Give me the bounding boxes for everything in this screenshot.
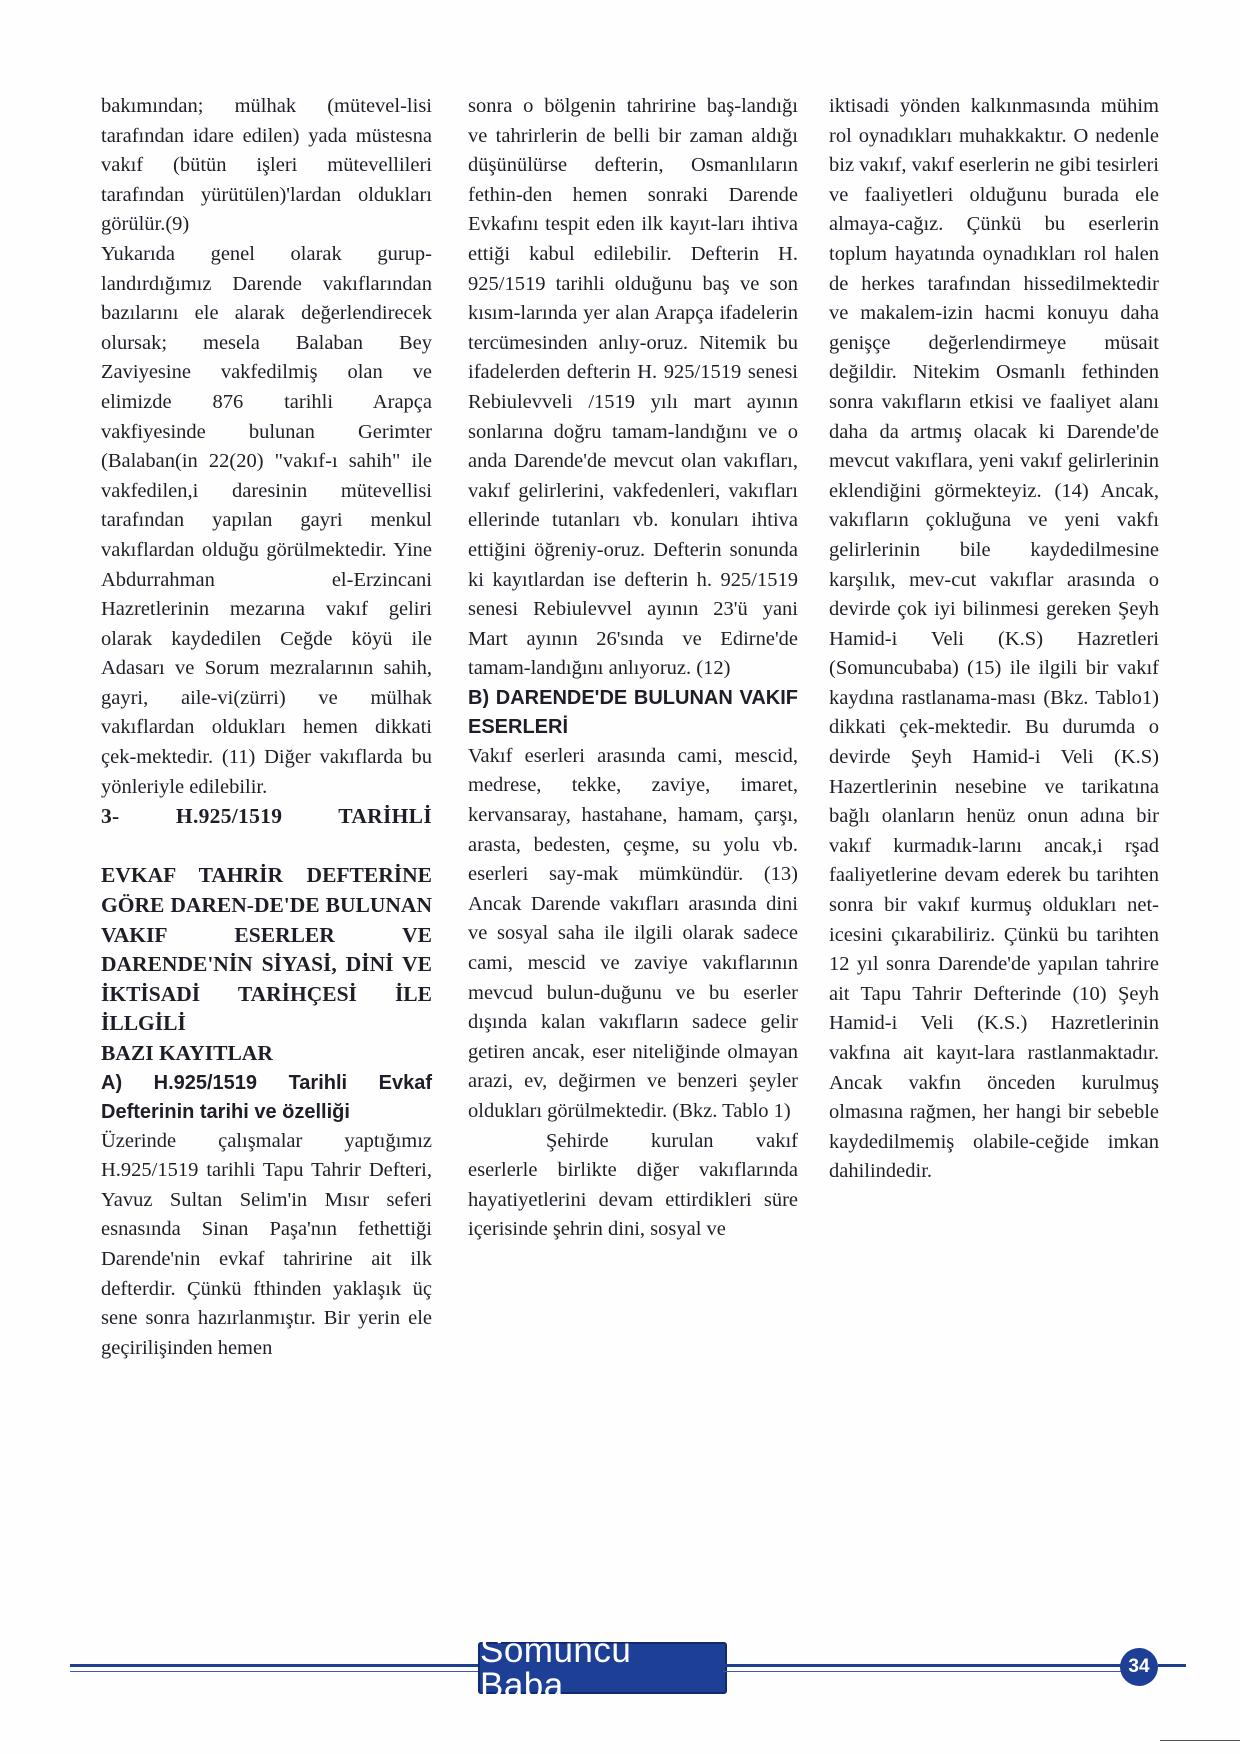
section-heading-tail: BAZI KAYITLAR	[101, 1041, 273, 1065]
subsection-heading: A) H.925/1519 Tarihli Evkaf Defterinin tarihi ve özelliği	[101, 1071, 432, 1123]
subsection-heading: B) DARENDE'DE BULUNAN VAKIF ESERLERİ	[468, 686, 798, 738]
magazine-name: Somuncu Baba	[480, 1631, 632, 1705]
paragraph: sonra o bölgenin tahririne baş-landığı ve tahrirlerin de belli bir zaman aldığı düşünülürse defterin, Osmanlıların fethin-den hemen sonraki Darende Evkafını tespit eden ilk kayıt-ları ihtiva ettiği kabul edilebilir. Defterin H. 925/1519 tarihli olduğunu baş ve son kısım-larında yer alan Arapça ifadelerin tercümesinden anlıy-oruz. Nitemik bu ifadelerden defterin H. 925/1519 senesi Rebiulevveli /1519 yılı mart ayının sonlarına doğru tamam-landığını ve o anda Darende'de mevcut olan vakıfları, vakıf gelirlerini, vakfedenleri, vakıfları ellerinde tutanları vb. konuları ihtiva ettiğini öğreniy-oruz. Defterin sonunda ki kayıtlardan ise defterin h. 925/1519 senesi Rebiulevvel ayının 23'ü yani Mart ayının 26'sında ve Edirne'de tamam-landığını anlıyoruz. (12)	[468, 95, 798, 680]
paragraph: bakımından; mülhak (mütevel-lisi tarafından idare edilen) yada müstesna vakıf (bütün işleri mütevellileri tarafından yürütülen)'lardan oldukları görülür.(9)	[101, 95, 432, 236]
section-heading: EVKAF TAHRİR DEFTERİNE GÖRE DAREN-DE'DE BULUNAN VAKIF ESERLER VE DARENDE'NİN SİYASİ, DİNİ VE İKTİSADİ TARİHÇESİ İLE İLLGİLİ	[101, 863, 432, 1036]
page-number-badge	[1120, 1648, 1158, 1686]
paragraph: iktisadi yönden kalkınmasında mühim rol oynadıkları muhakkaktır. O nedenle biz vakıf, vakıf eserlerin ne gibi tesirleri ve faaliyetleri olduğunu burada ele almaya-cağız. Çünkü bu eserlerin toplum hayatında oynadıkları rol halen de herkes tarafından hissedilmektedir ve makalem-izin hacmi konuyu daha genişçe değerlendirmeye müsait değildir. Nitekim Osmanlı fethinden sonra vakıfların etkisi ve faaliyet alanı daha da artmış olacak ki Darende'de mevcut vakıflara, yeni vakıf gelirlerinin eklendiğini görmekteyiz. (14) Ancak, vakıfların çokluğuna ve yeni vakfı gelirlerinin bile kaydedilmesine karşılık, mev-cut vakıflar arasında o devirde çok iyi bilinmesi gereken Şeyh Hamid-i Veli (K.S) Hazretleri (Somuncubaba) (15) ile ilgili bir vakıf kaydına rastlanama-ması (Bkz. Tablo1) dikkati çek-mektedir. Bu durumda o devirde Şeyh Hamid-i Veli (K.S) Hazertlerinin nesebine ve tarikatına bağlı olanların henüz onun adına bir vakıf kurmadık-larını ancak,i rşad faaliyetlerine devam ederek bu tarihten sonra bir vakıf kurmuş oldukları net-icesini çıkarabiliriz. Çünkü bu tarihten 12 yıl sonra Darende'de yapılan tahrire ait Tapu Tahrir Defterinde (10) Şeyh Hamid-i Veli (K.S.) Hazretlerinin vakfına ait kayıt-lara rastlanmaktadır. Ancak vakfın önceden kurulmuş olmasına rağmen, her hangi bir sebeble kaydedilmemiş olabile-ceğide imkan dahilindedir.	[829, 95, 1159, 1183]
paragraph: Şehirde kurulan vakıf eserlerle birlikte diğer vakıflarında hayatiyetlerini devam ettirdikleri süre içerisinde şehrin dini, sosyal ve	[468, 1129, 798, 1241]
footer-rule-right	[723, 1664, 1122, 1667]
paragraph: Üzerinde çalışmalar yaptığımız H.925/1519 tarihli Tapu Tahrir Defteri, Yavuz Sultan Selim'in Mısır seferi esnasında Sinan Paşa'nın fethettiği Darende'nin evkaf tahririne ait ilk defterdir. Çünkü fthinden yaklaşık üç sene sonra hazırlanmıştır. Bir yerin ele geçirilişinden hemen	[101, 1129, 432, 1359]
footer-rule-end	[1158, 1664, 1186, 1667]
column-3	[829, 92, 1159, 1187]
footer-rule-right-thin	[723, 1671, 1122, 1672]
column-1	[101, 92, 432, 1363]
footer-rule-left-thin	[70, 1671, 480, 1672]
footer-rule-left	[70, 1664, 480, 1667]
paragraph: Yukarıda genel olarak gurup-landırdığımız Darende vakıflarından bazılarını ele alarak değerlendirecek olursak; mesela Balaban Bey Zaviyesine vakfedilmiş olan ve elimizde 876 tarihli Arapça vakfiyesinde bulunan Gerimter (Balaban(in 22(20) "vakıf-ı sahih" ile vakfedilen,i daresinin mütevellisi tarafından yapılan gayri menkul vakıflardan olduğu görülmektedir. Yine Abdurrahman el-Erzincani Hazretlerinin mezarına vakıf geliri olarak kaydedilen Ceğde köyü ile Adasarı ve Sorum mezralarının sahih, gayri, aile-vi(zürri) ve mülhak vakıflardan oldukları hemen dikkati çek-mektedir. (11) Diğer vakıflarda bu yönleriyle edilebilir.	[101, 242, 432, 798]
page-number: 34	[1128, 1656, 1150, 1677]
magazine-logo	[478, 1631, 727, 1705]
spacer	[101, 832, 432, 862]
paragraph: Vakıf eserleri arasında cami, mescid, medrese, tekke, zaviye, imaret, kervansaray, hastahane, hamam, çarşı, arasta, bedesten, çeşme, su yolu vb. eserleri say-mak mümkündür. (13) Ancak Darende vakıfları arasında dini ve sosyal saha ile ilgili olarak sadece cami, mescid ve zaviye vakıflarının mevcud bulun-duğunu ve bu eserler dışında kalan vakıfların sadece gelir getiren ancak, eser niteliğinde olmayan arazi, ev, değirmen ve benzeri şeyler oldukları görülmektedir. (Bkz. Tablo 1)	[468, 744, 798, 1122]
section-heading-number: 3- H.925/1519 TARİHLİ	[101, 804, 432, 829]
page-footer	[0, 1631, 1240, 1705]
column-2	[468, 92, 798, 1245]
scan-edge-line	[1160, 1740, 1240, 1741]
